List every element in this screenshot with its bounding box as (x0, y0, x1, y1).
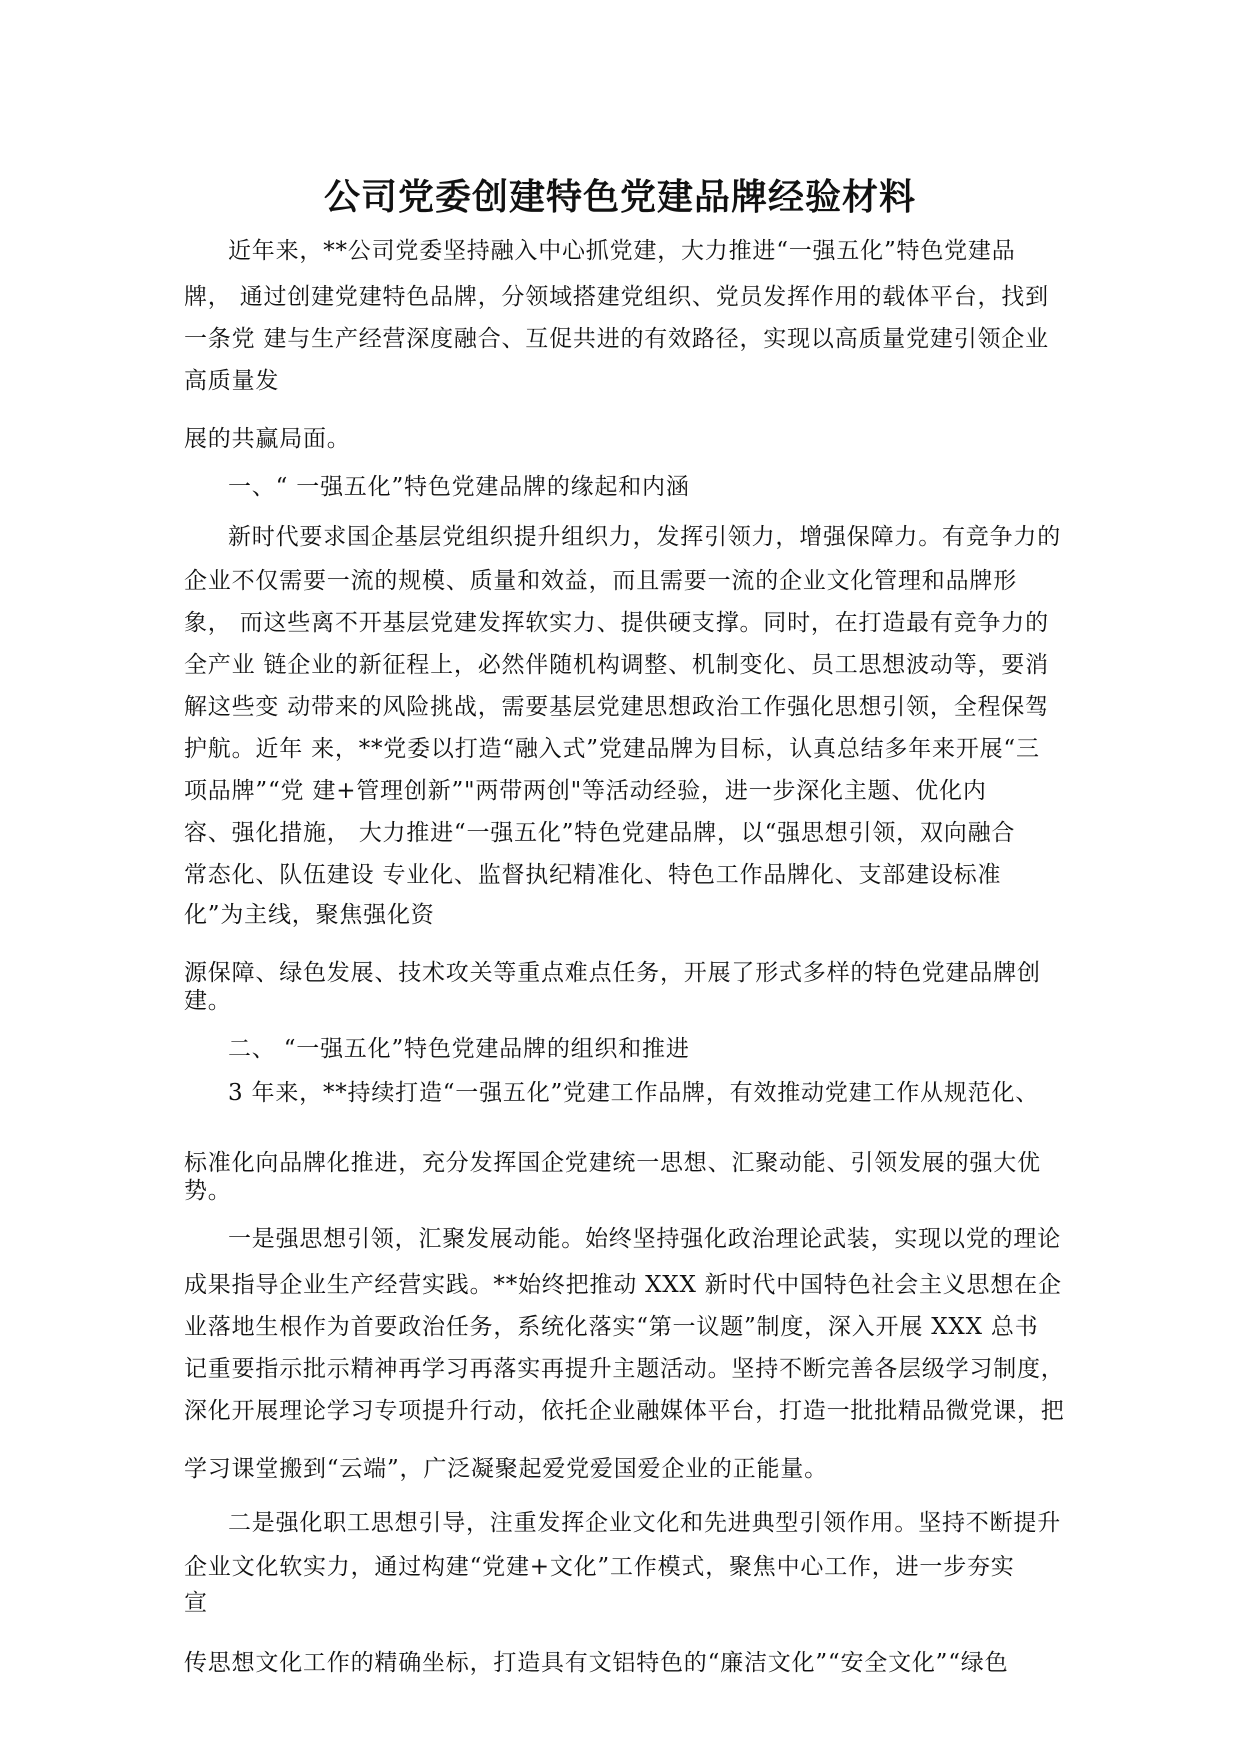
paragraph-line: 项品牌”“党 建+管理创新”"两带两创"等活动经验，进一步深化主题、优化内 (184, 778, 987, 804)
paragraph-line: 全产业 链企业的新征程上，必然伴随机构调整、机制变化、员工思想波动等，要消 (184, 652, 1049, 678)
paragraph-line: 源保障、绿色发展、技术攻关等重点难点任务，开展了形式多样的特色党建品牌创 (184, 960, 1041, 986)
paragraph-line: 传思想文化工作的精确坐标，打造具有文铝特色的“廉洁文化”“安全文化”“绿色 (184, 1650, 1009, 1676)
paragraph-line: 成果指导企业生产经营实践。**始终把推动 XXX 新时代中国特色社会主义思想在企 (184, 1272, 1062, 1298)
paragraph-line: 近年来，**公司党委坚持融入中心抓党建，大力推进“一强五化”特色党建品 (228, 238, 1016, 264)
paragraph-line: 解这些变 动带来的风险挑战，需要基层党建思想政治工作强化思想引领，全程保驾 (184, 694, 1049, 720)
paragraph-line: 二是强化职工思想引导，注重发挥企业文化和先进典型引领作用。坚持不断提升 (228, 1510, 1061, 1536)
paragraph-line: 高质量发 (184, 368, 280, 394)
paragraph-line: 展的共赢局面。 (184, 426, 351, 452)
paragraph-line: 深化开展理论学习专项提升行动，依托企业融媒体平台，打造一批批精品微党课，把 (184, 1398, 1065, 1424)
paragraph-line: 企业文化软实力，通过构建“党建+文化”工作模式，聚焦中心工作，进一步夯实 (184, 1554, 1015, 1580)
paragraph-line: 常态化、队伍建设 专业化、监督执纪精准化、特色工作品牌化、支部建设标准 (184, 862, 1002, 888)
paragraph-line: 新时代要求国企基层党组织提升组织力，发挥引领力，增强保障力。有竞争力的 (228, 524, 1061, 550)
paragraph-line: 容、强化措施， 大力推进“一强五化”特色党建品牌，以“强思想引领，双向融合 (184, 820, 1016, 846)
paragraph-line: 一条党 建与生产经营深度融合、互促共进的有效路径，实现以高质量党建引领企业 (184, 326, 1049, 352)
paragraph-line: 护航。近年 来，**党委以打造“融入式”党建品牌为目标，认真总结多年来开展“三 (184, 736, 1040, 762)
paragraph-line: 一是强思想引领，汇聚发展动能。始终坚持强化政治理论武装，实现以党的理论 (228, 1226, 1061, 1252)
paragraph-line: 势。 (184, 1178, 232, 1204)
paragraph-line: 牌， 通过创建党建特色品牌，分领域搭建党组织、党员发挥作用的载体平台，找到 (184, 284, 1049, 310)
paragraph-line: 业落地生根作为首要政治任务，系统化落实“第一议题”制度，深入开展 XXX 总书 (184, 1314, 1039, 1340)
paragraph-line: 象， 而这些离不开基层党建发挥软实力、提供硬支撑。同时，在打造最有竞争力的 (184, 610, 1049, 636)
section-heading: 一、“ 一强五化”特色党建品牌的缘起和内涵 (228, 474, 690, 500)
paragraph-line: 化”为主线，聚焦强化资 (184, 902, 435, 928)
paragraph-line: 学习课堂搬到“云端”，广泛凝聚起爱党爱国爱企业的正能量。 (184, 1456, 828, 1482)
paragraph-line: 记重要指示批示精神再学习再落实再提升主题活动。坚持不断完善各层级学习制度， (184, 1356, 1065, 1382)
paragraph-line: 宣 (184, 1590, 208, 1616)
paragraph-line: 标准化向品牌化推进，充分发挥国企党建统一思想、汇聚动能、引领发展的强大优 (184, 1150, 1041, 1176)
document-title: 公司党委创建特色党建品牌经验材料 (323, 176, 916, 218)
section-heading: 二、 “一强五化”特色党建品牌的组织和推进 (228, 1036, 690, 1062)
paragraph-line: 3 年来，**持续打造“一强五化”党建工作品牌，有效推动党建工作从规范化、 (228, 1080, 1040, 1106)
paragraph-line: 企业不仅需要一流的规模、质量和效益，而且需要一流的企业文化管理和品牌形 (184, 568, 1017, 594)
paragraph-line: 建。 (184, 988, 232, 1014)
